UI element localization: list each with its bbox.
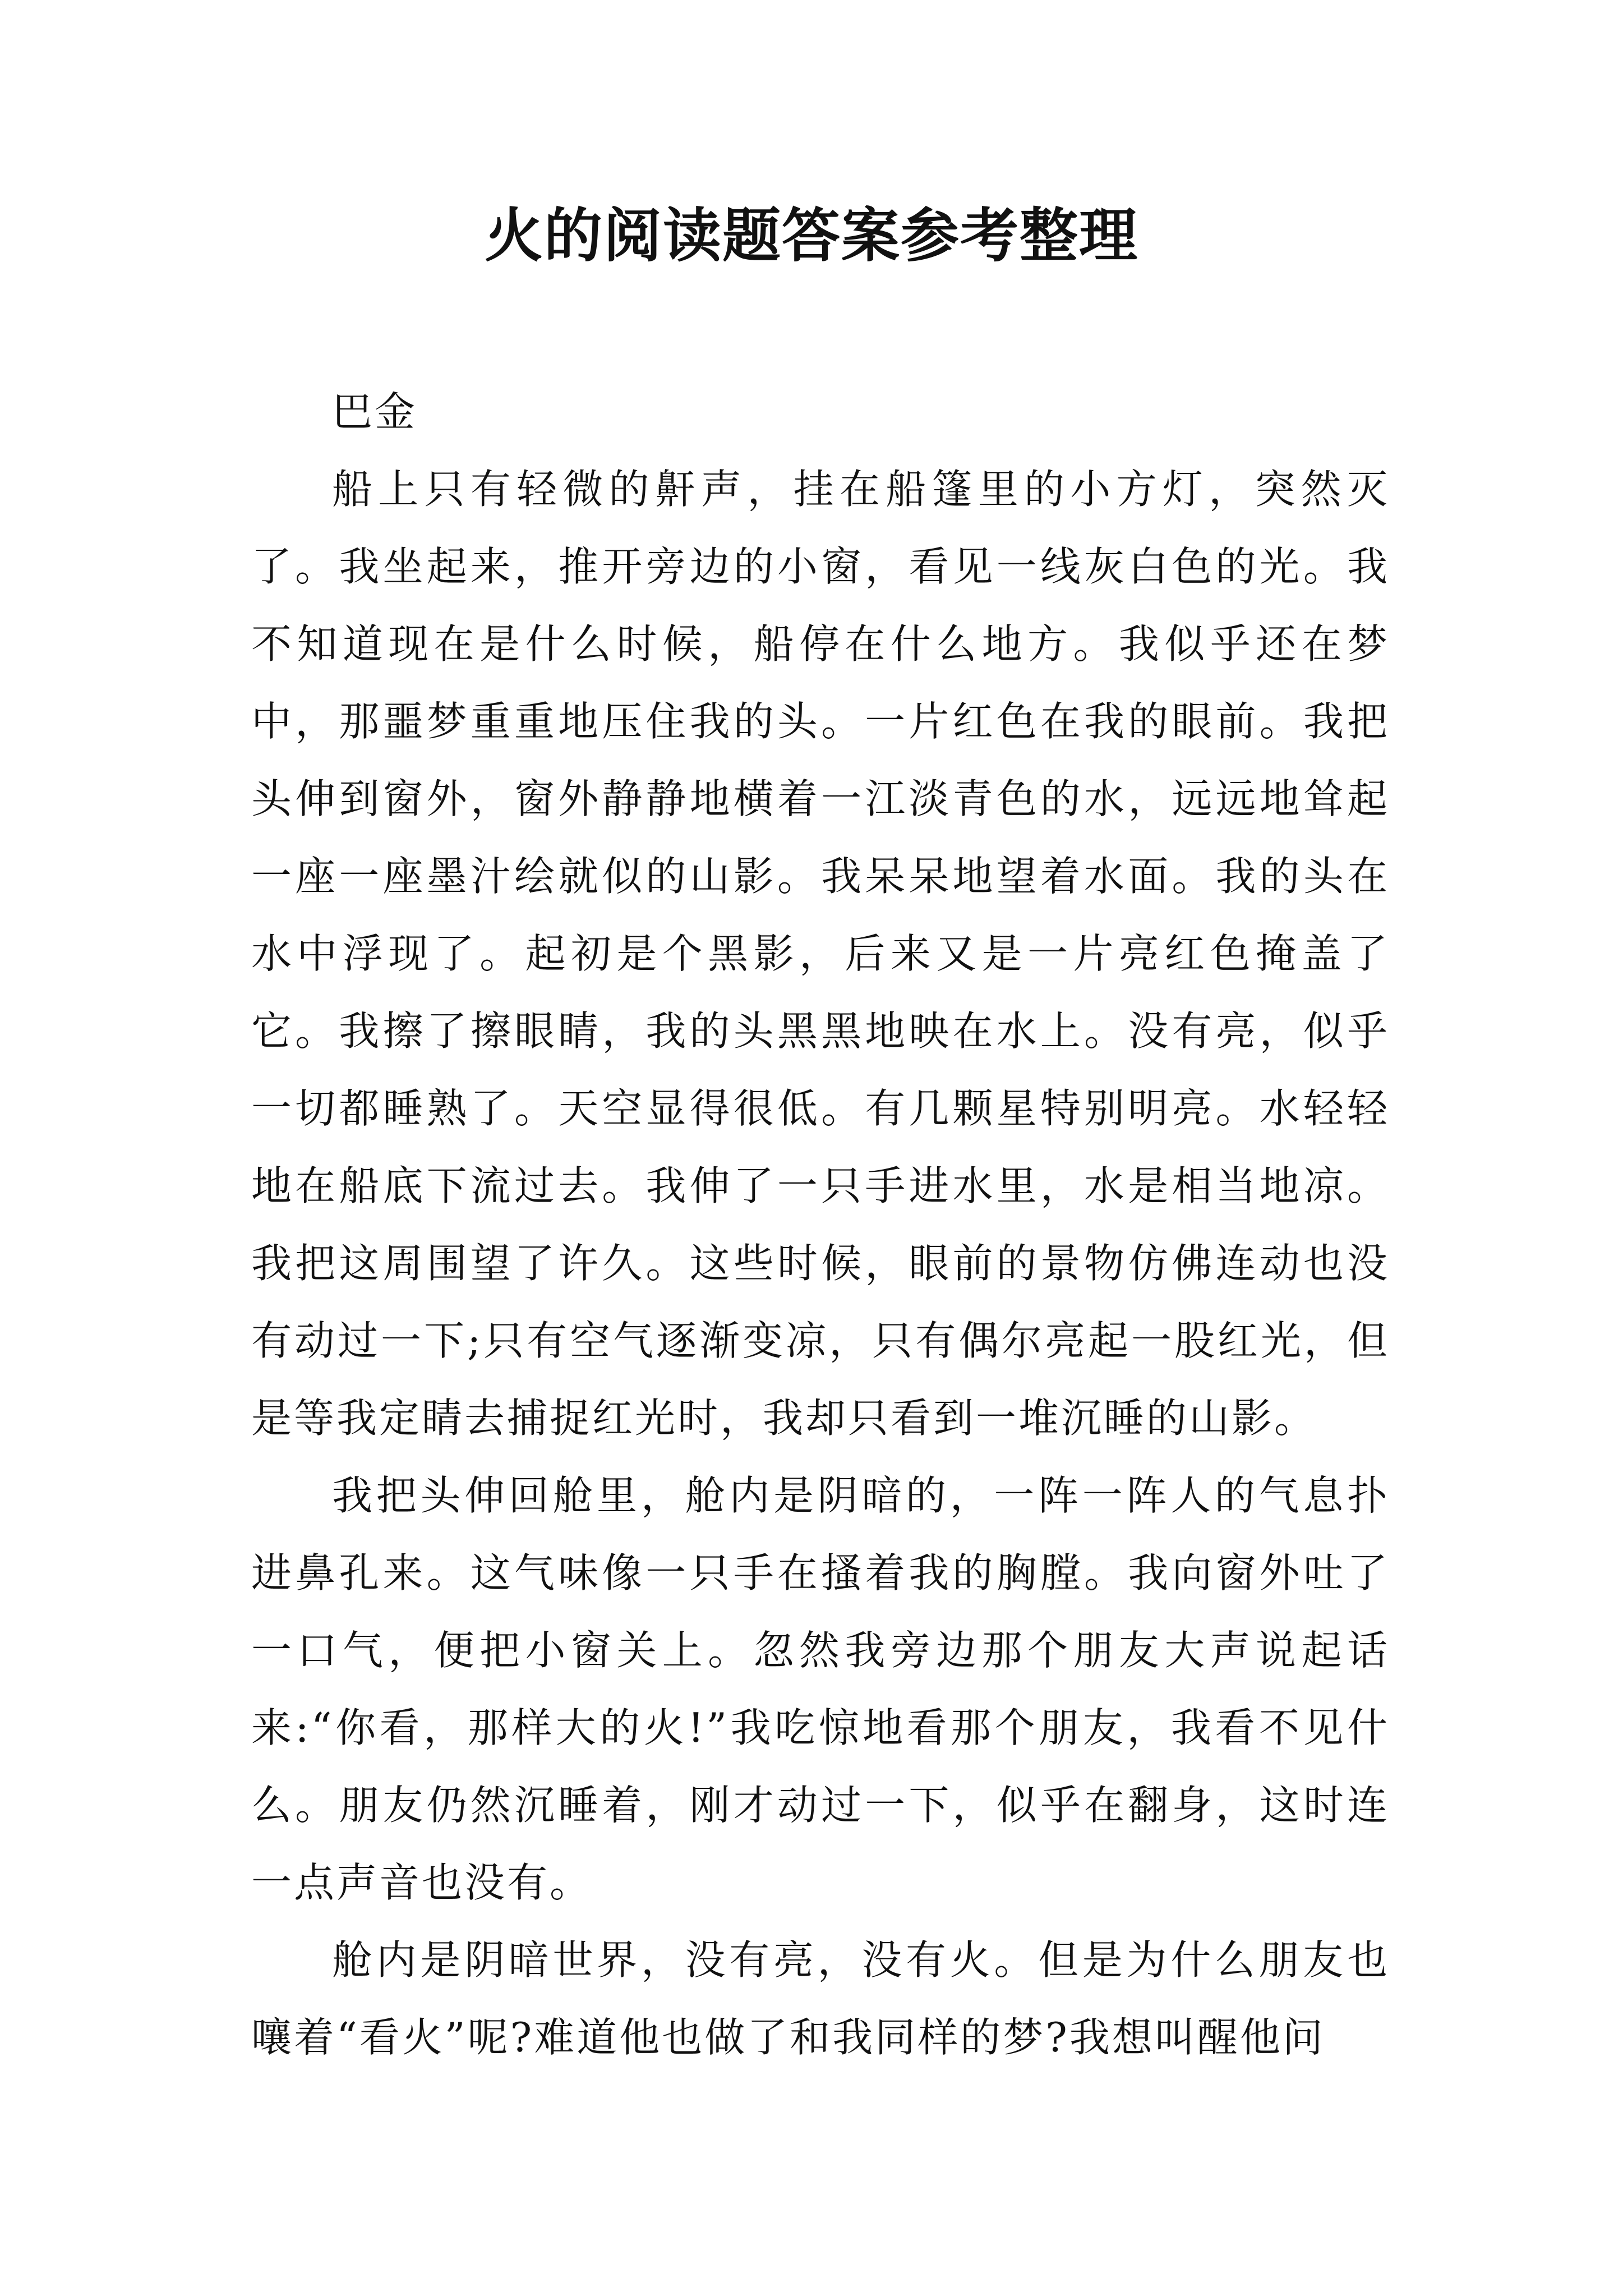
paragraph-1: 船上只有轻微的鼾声，挂在船篷里的小方灯，突然灭了。我坐起来，推开旁边的小窗，看见一线灰白色的光。我不知道现在是什么时候，船停在什么地方。我似乎还在梦中，那噩梦重重地压住我的头。一片红色在我的眼前。我把头伸到窗外，窗外静静地横着一江淡青色的水，远远地耸起一座一座墨汁绘就似的山影。我呆呆地望着水面。我的头在水中浮现了。起初是个黑影，后来又是一片亮红色掩盖了它。我擦了擦眼睛，我的头黑黑地映在水上。没有亮，似乎一切都睡熟了。天空显得很低。有几颗星特别明亮。水轻轻地在船底下流过去。我伸了一只手进水里，水是相当地凉。我把这周围望了许久。这些时候，眼前的景物仿佛连动也没有动过一下;只有空气逐渐变凉，只有偶尔亮起一股红光，但是等我定睛去捕捉红光时，我却只看到一堆沉睡的山影。 <box>251 466 1390 1442</box>
document-body <box>251 373 1390 2076</box>
paragraph-3: 舱内是阴暗世界，没有亮，没有火。但是为什么朋友也嚷着“看火”呢?难道他也做了和我同样的梦?我想叫醒他问 <box>251 1936 1390 2061</box>
paragraph-2: 我把头伸回舱里，舱内是阴暗的，一阵一阵人的气息扑进鼻孔来。这气味像一只手在搔着我的胸膛。我向窗外吐了一口气，便把小窗关上。忽然我旁边那个朋友大声说起话来:“你看，那样大的火!”我吃惊地看那个朋友，我看不见什么。朋友仍然沉睡着，刚才动过一下，似乎在翻身，这时连一点声音也没有。 <box>251 1472 1390 1906</box>
author-line: 巴金 <box>332 388 418 435</box>
document-title: 火的阅读题答案参考整理 <box>484 201 1138 270</box>
